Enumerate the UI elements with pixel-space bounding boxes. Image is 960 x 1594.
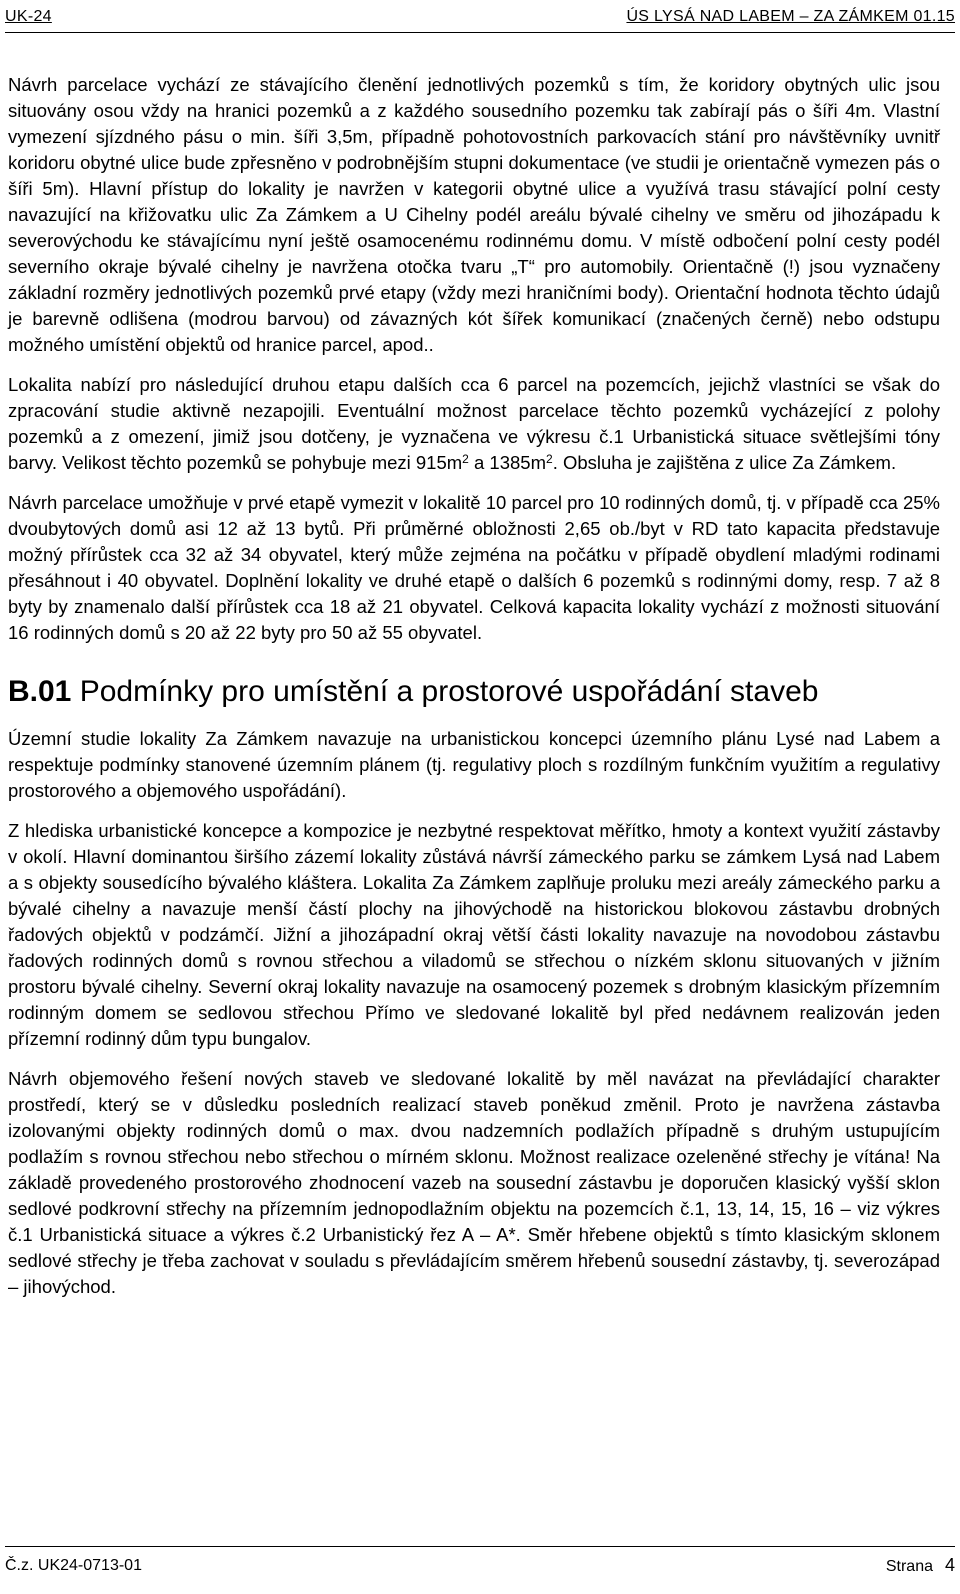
paragraph-capacity: Návrh parcelace umožňuje v prvé etapě vymezit v lokalitě 10 parcel pro 10 rodinných domů, tj. v případě cca 25% dvoubytových domů asi 12 až 13 bytů. Při průměrné obložnosti 2,65 ob./byt v RD tato kapacita představuje možný přírůstek cca 32 až 34 obyvatel, který může zejména na počátku v případě obydlení mladými rodinami přesáhnout i 40 obyvatel. Doplnění lokality ve druhé etapě o dalších 6 pozemků s rodinnými domy, resp. 7 až 8 byty by znamenalo další přírůstek cca 18 až 21 obyvatel. Celková kapacita lokality vychází z možnosti situování 16 rodinných domů s 20 až 22 byty pro 50 až 55 obyvatel. (8, 492, 940, 643)
paragraph-study-intro: Územní studie lokality Za Zámkem navazuje na urbanistickou koncepci územního plánu Lysé nad Labem a respektuje podmínky stanovené územním plánem (tj. regulativy ploch s rozdílným funkčním využitím a regulativy prostorového a objemového uspořádání). (8, 728, 940, 801)
section-heading (8, 674, 940, 710)
paragraph-volume-design: Návrh objemového řešení nových staveb ve sledované lokalitě by měl navázat na převládající charakter prostředí, který se v důsledku posledních realizací staveb poněkud změnil. Proto je navržena zástavba izolovanými objekty rodinných domů o max. dvou nadzemních podlažích případně s druhým ustupujícím podlažím s rovnou střechou nebo střechou o mírném sklonu. Možnost realizace ozeleněné střechy je vítána! Na základě provedeného prostorového zhodnocení vazeb na sousední zástavbu je doporučen klasický vyšší sklon sedlové podkrovní střechy na přízemním jednopodlažním objektu na pozemcích č.1, 13, 14, 15, 16 – viz výkres č.1 Urbanistická situace a výkres č.2 Urbanistický řez A – A*. Směr hřebene objektů s tímto klasickým sklonem sedlové střechy je třeba zachovat v souladu s převládajícím směrem hřebenů sousední zástavby, tj. severozápad – jihovýchod. (8, 1068, 940, 1297)
page-footer (5, 1546, 955, 1591)
header-doc-code: UK-24 (5, 8, 52, 25)
page-label: Strana (885, 1558, 933, 1575)
footer-contract-number: Č.z. UK24-0713-01 (5, 1557, 142, 1574)
section-number: B.01 (8, 675, 72, 708)
page-header (5, 2, 955, 33)
page-number: 4 (944, 1555, 955, 1575)
footer-page (886, 1555, 955, 1576)
header-doc-title: ÚS LYSÁ NAD LABEM – ZA ZÁMKEM 01.15 (626, 8, 955, 25)
paragraph-second-stage: Lokalita nabízí pro následující druhou etapu dalších cca 6 parcel na pozemcích, jejichž vlastníci se však do zpracování studie aktivně nezapojili. Eventuální možnost parcelace těchto pozemků vycházející z polohy pozemků a z omezení, jimiž jsou dotčeny, je vyznačena ve výkresu č.1 Urbanistická situace světlejšími tóny barvy. Velikost těchto pozemků se pohybuje mezi $915m^2$ a $1385m^2$. Obsluha je zajištěna z ulice Za Zámkem. (8, 374, 940, 473)
paragraph-parcelation: Návrh parcelace vychází ze stávajícího členění jednotlivých pozemků s tím, že koridory obytných ulic jsou situovány osou vždy na hranici pozemků a z každého sousedního pozemku tak zabírají pás o šíři 4m. Vlastní vymezení sjízdného pásu o min. šíři 3,5m, případně pohotovostních parkovacích stání pro návštěvníky uvnitř koridoru obytné ulice bude zpřesněno v podrobnějším stupni dokumentace (ve studii je orientačně vymezen pás o šíři 5m). Hlavní přístup do lokality je navržen v kategorii obytné ulice a využívá trasu stávající polní cesty navazující na křižovatku ulic Za Zámkem a U Cihelny podél areálu bývalé cihelny ve směru od jihozápadu k severovýchodu ke stávajícímu nyní ještě osamocenému rodinnému domu. V místě odbočení polní cesty podél severního okraje bývalé cihelny je navržena otočka tvaru „T“ pro automobily. Orientačně (!) jsou vyznačeny základní rozměry jednotlivých pozemků prvé etapy (vždy mezi hraničními body). Orientační hodnota těchto údajů je barevně odlišena (modrou barvou) od závazných kót šířek komunikací (značených černě) nebo odstupu možného umístění objektů od hranice parcel, apod.. (8, 74, 940, 355)
page-body (8, 72, 940, 1314)
paragraph-urban-concept: Z hlediska urbanistické koncepce a kompozice je nezbytné respektovat měřítko, hmoty a kontext využití zástavby v okolí. Hlavní dominantou širšího zázemí lokality zůstává návrší zámeckého parku se zámkem Lysá nad Labem a s objekty sousedícího bývalého kláštera. Lokalita Za Zámkem zaplňuje proluku mezi areály zámeckého parku a bývalé cihelny a navazuje menší částí plochy na jihovýchodě na historickou blokovou zástavbu drobných řadových objektů v podzámčí. Jižní a jihozápadní okraj větší části lokality navazuje na novodobou zástavbu řadových rodinných domů s rovnou střechou a viladomů se střechou o nízkém sklonu situovaných v jižním prostoru bývalé cihelny. Severní okraj lokality navazuje na osamocený pozemek s drobným klasickým přízemním rodinným domem se sedlovou střechou Přímo ve sledované lokalitě byl před nedávnem realizován jeden přízemní rodinný dům typu bungalov. (8, 820, 940, 1049)
section-title: Podmínky pro umístění a prostorové uspořádání staveb (71, 675, 819, 708)
